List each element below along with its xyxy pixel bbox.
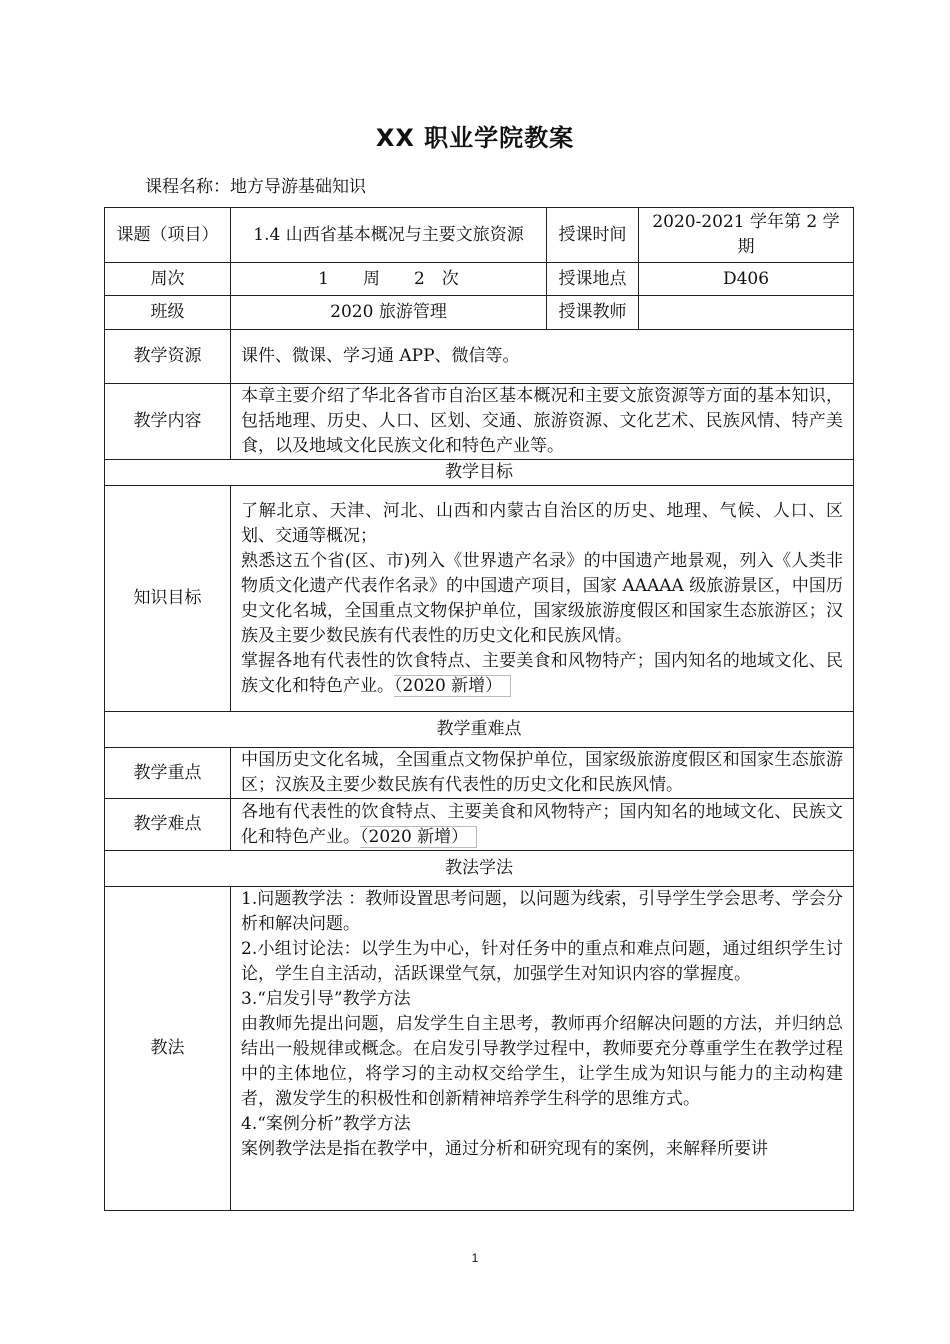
page-number: 1 <box>471 1251 479 1265</box>
method-2: 2.小组讨论法：以学生为中心，针对任务中的重点和难点问题，通过组织学生讨论，学生自主活动，活跃课堂气氛，加强学生对知识内容的掌握度。 <box>241 939 843 984</box>
methods-label: 教法 <box>105 887 231 1211</box>
class-label: 班级 <box>105 296 231 330</box>
teacher-label: 授课教师 <box>547 296 639 330</box>
topic-row <box>105 208 854 263</box>
lesson-plan-table <box>104 207 854 1211</box>
content-label: 教学内容 <box>105 384 231 460</box>
week-row <box>105 263 854 296</box>
focus-row <box>105 748 854 799</box>
key-section-row <box>105 712 854 748</box>
topic-label: 课题（项目） <box>105 208 231 263</box>
method-1: 1.问题教学法 ：教师设置思考问题，以问题为线索，引导学生学会思考、学会分析和解决问题。 <box>241 889 843 934</box>
class-value: 2020 旅游管理 <box>231 296 547 330</box>
course-label: 课程名称： <box>145 177 230 197</box>
methods-section-heading: 教法学法 <box>105 851 854 887</box>
methods-row <box>105 887 854 1211</box>
resources-row <box>105 330 854 384</box>
method-4-title: 4.“案例分析”教学方法 <box>241 1114 411 1134</box>
week-label: 周次 <box>105 263 231 296</box>
resources-value: 课件、微课、学习通 APP、微信等。 <box>231 330 854 384</box>
document-title: XX 职业学院教案 <box>375 124 575 152</box>
focus-label: 教学重点 <box>105 748 231 799</box>
week-value: 1 周 2 次 <box>231 263 547 296</box>
goal-paragraph-3-text: 掌握各地有代表性的饮食特点、主要美食和风物特产；国内知名的地域文化、民族文化和特色产业。 <box>241 650 843 696</box>
method-4-body: 案例教学法是指在教学中，通过分析和研究现有的案例，来解释所要讲 <box>241 1139 768 1159</box>
knowledge-goal-label: 知识目标 <box>105 486 231 712</box>
goal-paragraph-3 <box>241 649 843 699</box>
difficulty-row <box>105 799 854 851</box>
content-value: 本章主要介绍了华北各省市自治区基本概况和主要文旅资源等方面的基本知识，包括地理、历史、人口、区划、交通、旅游资源、文化艺术、民族风情、特产美食，以及地域文化民族文化和特色产业等。 <box>231 384 854 460</box>
goals-section-row <box>105 460 854 486</box>
knowledge-goal-content <box>231 486 854 712</box>
class-row <box>105 296 854 330</box>
difficulty-value <box>231 799 854 851</box>
place-value: D406 <box>639 263 854 296</box>
method-3-body: 由教师先提出问题，启发学生自主思考，教师再介绍解决问题的方法，并归纳总结出一般规律或概念。在启发引导教学过程中，教师要充分尊重学生在教学过程中的主体地位，将学习的主动权交给学生，让学生成为知识与能力的主动构建者，激发学生的积极性和创新精神培养学生科学的思维方式。 <box>241 1014 843 1109</box>
time-value: 2020-2021 学年第 2 学期 <box>639 208 854 263</box>
content-row <box>105 384 854 460</box>
goal-paragraph-1: 了解北京、天津、河北、山西和内蒙古自治区的历史、地理、气候、人口、区划、交通等概况； <box>241 500 843 546</box>
goal-paragraph-2: 熟悉这五个省(区、市)列入《世界遗产名录》的中国遗产地景观，列入《人类非物质文化遗产代表作名录》的中国遗产项目，国家 AAAAA 级旅游景区，中国历史文化名城，全国重点文物保护单位，国家级旅游度假区和国家生态旅游区；汉族及主要少数民族有代表性的历史文化和民族风情。 <box>241 550 843 646</box>
difficulty-new-2020-tag: （2020 新增） <box>360 826 477 848</box>
course-value: 地方导游基础知识 <box>230 177 366 197</box>
topic-value: 1.4 山西省基本概况与主要文旅资源 <box>231 208 547 263</box>
course-name-line <box>145 172 366 197</box>
methods-section-row <box>105 851 854 887</box>
difficulty-label: 教学难点 <box>105 799 231 851</box>
new-2020-tag: （2020 新增） <box>394 675 511 697</box>
methods-content <box>231 887 854 1211</box>
goals-section-heading: 教学目标 <box>105 460 854 486</box>
time-label: 授课时间 <box>547 208 639 263</box>
teacher-value <box>639 296 854 330</box>
focus-value: 中国历史文化名城，全国重点文物保护单位，国家级旅游度假区和国家生态旅游区；汉族及主要少数民族有代表性的历史文化和民族风情。 <box>231 748 854 799</box>
place-label: 授课地点 <box>547 263 639 296</box>
method-3-title: 3.“启发引导”教学方法 <box>241 989 411 1009</box>
knowledge-goal-row <box>105 486 854 712</box>
key-section-heading: 教学重难点 <box>105 712 854 748</box>
resources-label: 教学资源 <box>105 330 231 384</box>
difficulty-text: 各地有代表性的饮食特点、主要美食和风物特产；国内知名的地域文化、民族文化和特色产业。 <box>241 801 843 847</box>
